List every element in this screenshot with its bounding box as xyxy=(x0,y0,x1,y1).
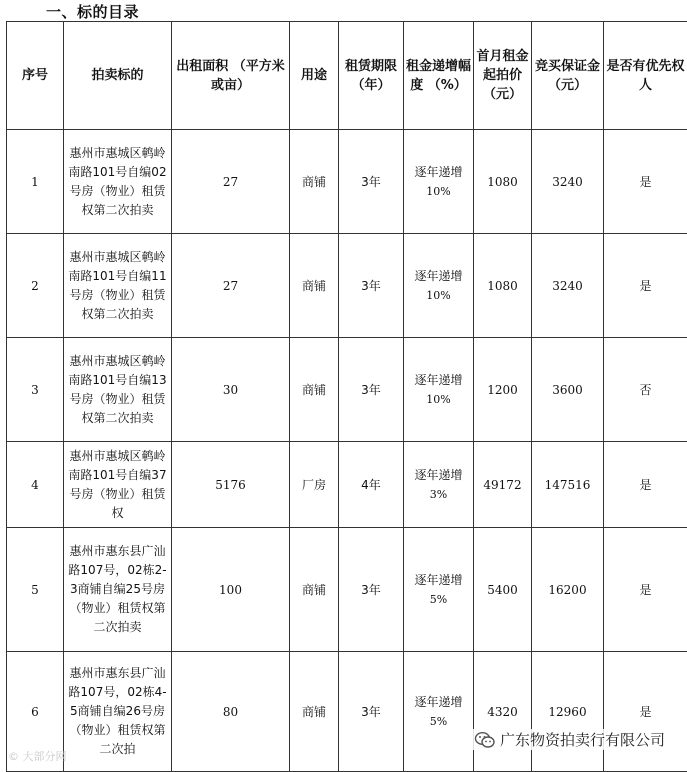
table-row xyxy=(7,652,687,772)
cell-first-rent: 1080 xyxy=(474,234,532,338)
cell-priority: 是 xyxy=(604,130,687,234)
cell-term: 3年 xyxy=(339,130,404,234)
auction-items-table xyxy=(6,21,687,772)
cell-index: 4 xyxy=(7,442,64,528)
cell-area: 27 xyxy=(172,234,290,338)
cell-increase xyxy=(404,130,474,234)
section-heading: 一、标的目录 xyxy=(46,1,139,22)
increase-label: 逐年递增 xyxy=(406,266,471,286)
header-priority: 是否有优先权人 xyxy=(604,22,687,130)
wechat-icon xyxy=(474,731,496,749)
table-row xyxy=(7,442,687,528)
increase-label: 逐年递增 xyxy=(406,570,471,590)
increase-label: 逐年递增 xyxy=(406,162,471,182)
header-increase: 租金递增幅度 （%） xyxy=(404,22,474,130)
table-row xyxy=(7,338,687,442)
cell-index: 3 xyxy=(7,338,64,442)
increase-percent: 5% xyxy=(406,590,471,610)
cell-use: 商铺 xyxy=(290,234,339,338)
watermark-text: 广东物资拍卖行有限公司 xyxy=(500,729,665,750)
cell-index: 1 xyxy=(7,130,64,234)
increase-percent: 10% xyxy=(406,286,471,306)
cell-increase xyxy=(404,442,474,528)
cell-item: 惠州市惠城区鹌岭南路101号自编13号房（物业）租赁权第二次拍卖 xyxy=(64,338,172,442)
cell-first-rent: 1080 xyxy=(474,130,532,234)
cell-use: 商铺 xyxy=(290,130,339,234)
cell-first-rent: 4320 xyxy=(474,652,532,772)
cell-deposit: 147516 xyxy=(532,442,604,528)
header-term: 租赁期限 （年） xyxy=(339,22,404,130)
increase-label: 逐年递增 xyxy=(406,692,471,712)
table-row xyxy=(7,528,687,652)
cell-item: 惠州市惠城区鹌岭南路101号自编11号房（物业）租赁权第二次拍卖 xyxy=(64,234,172,338)
header-index: 序号 xyxy=(7,22,64,130)
cell-term: 3年 xyxy=(339,234,404,338)
cell-deposit: 16200 xyxy=(532,528,604,652)
cell-index: 5 xyxy=(7,528,64,652)
cell-term: 4年 xyxy=(339,442,404,528)
cell-increase xyxy=(404,528,474,652)
cell-deposit: 3600 xyxy=(532,338,604,442)
increase-percent: 5% xyxy=(406,712,471,732)
watermark-right xyxy=(472,729,667,750)
cell-index: 2 xyxy=(7,234,64,338)
cell-deposit: 12960 xyxy=(532,652,604,772)
cell-increase xyxy=(404,234,474,338)
cell-increase xyxy=(404,652,474,772)
cell-term: 3年 xyxy=(339,528,404,652)
table-header-row xyxy=(7,22,687,130)
increase-percent: 10% xyxy=(406,390,471,410)
cell-item: 惠州市惠东县广汕路107号，02栋4-5商铺自编26号房（物业）租赁权第二次拍 xyxy=(64,652,172,772)
increase-percent: 3% xyxy=(406,485,471,505)
cell-priority: 否 xyxy=(604,338,687,442)
cell-use: 厂房 xyxy=(290,442,339,528)
cell-area: 5176 xyxy=(172,442,290,528)
increase-percent: 10% xyxy=(406,182,471,202)
cell-item: 惠州市惠城区鹌岭南路101号自编02号房（物业）租赁权第二次拍卖 xyxy=(64,130,172,234)
cell-area: 100 xyxy=(172,528,290,652)
cell-index: 6 xyxy=(7,652,64,772)
header-deposit: 竞买保证金 （元） xyxy=(532,22,604,130)
cell-priority: 是 xyxy=(604,652,687,772)
cell-first-rent: 5400 xyxy=(474,528,532,652)
cell-use: 商铺 xyxy=(290,528,339,652)
cell-item: 惠州市惠东县广汕路107号，02栋2-3商铺自编25号房（物业）租赁权第二次拍卖 xyxy=(64,528,172,652)
header-first-rent: 首月租金起拍价 （元） xyxy=(474,22,532,130)
cell-first-rent: 49172 xyxy=(474,442,532,528)
cell-priority: 是 xyxy=(604,442,687,528)
cell-item: 惠州市惠城区鹌岭南路101号自编37号房（物业）租赁权 xyxy=(64,442,172,528)
table-row xyxy=(7,234,687,338)
header-use: 用途 xyxy=(290,22,339,130)
cell-first-rent: 1200 xyxy=(474,338,532,442)
increase-label: 逐年递增 xyxy=(406,370,471,390)
table-row xyxy=(7,130,687,234)
cell-priority: 是 xyxy=(604,528,687,652)
cell-use: 商铺 xyxy=(290,338,339,442)
header-item: 拍卖标的 xyxy=(64,22,172,130)
cell-increase xyxy=(404,338,474,442)
cell-area: 27 xyxy=(172,130,290,234)
cell-area: 80 xyxy=(172,652,290,772)
cell-area: 30 xyxy=(172,338,290,442)
cell-deposit: 3240 xyxy=(532,130,604,234)
cell-priority: 是 xyxy=(604,234,687,338)
increase-label: 逐年递增 xyxy=(406,465,471,485)
cell-deposit: 3240 xyxy=(532,234,604,338)
cell-use: 商铺 xyxy=(290,652,339,772)
cell-term: 3年 xyxy=(339,338,404,442)
header-area: 出租面积 （平方米或亩） xyxy=(172,22,290,130)
cell-term: 3年 xyxy=(339,652,404,772)
watermark-left: © 大部分网 xyxy=(8,748,67,764)
